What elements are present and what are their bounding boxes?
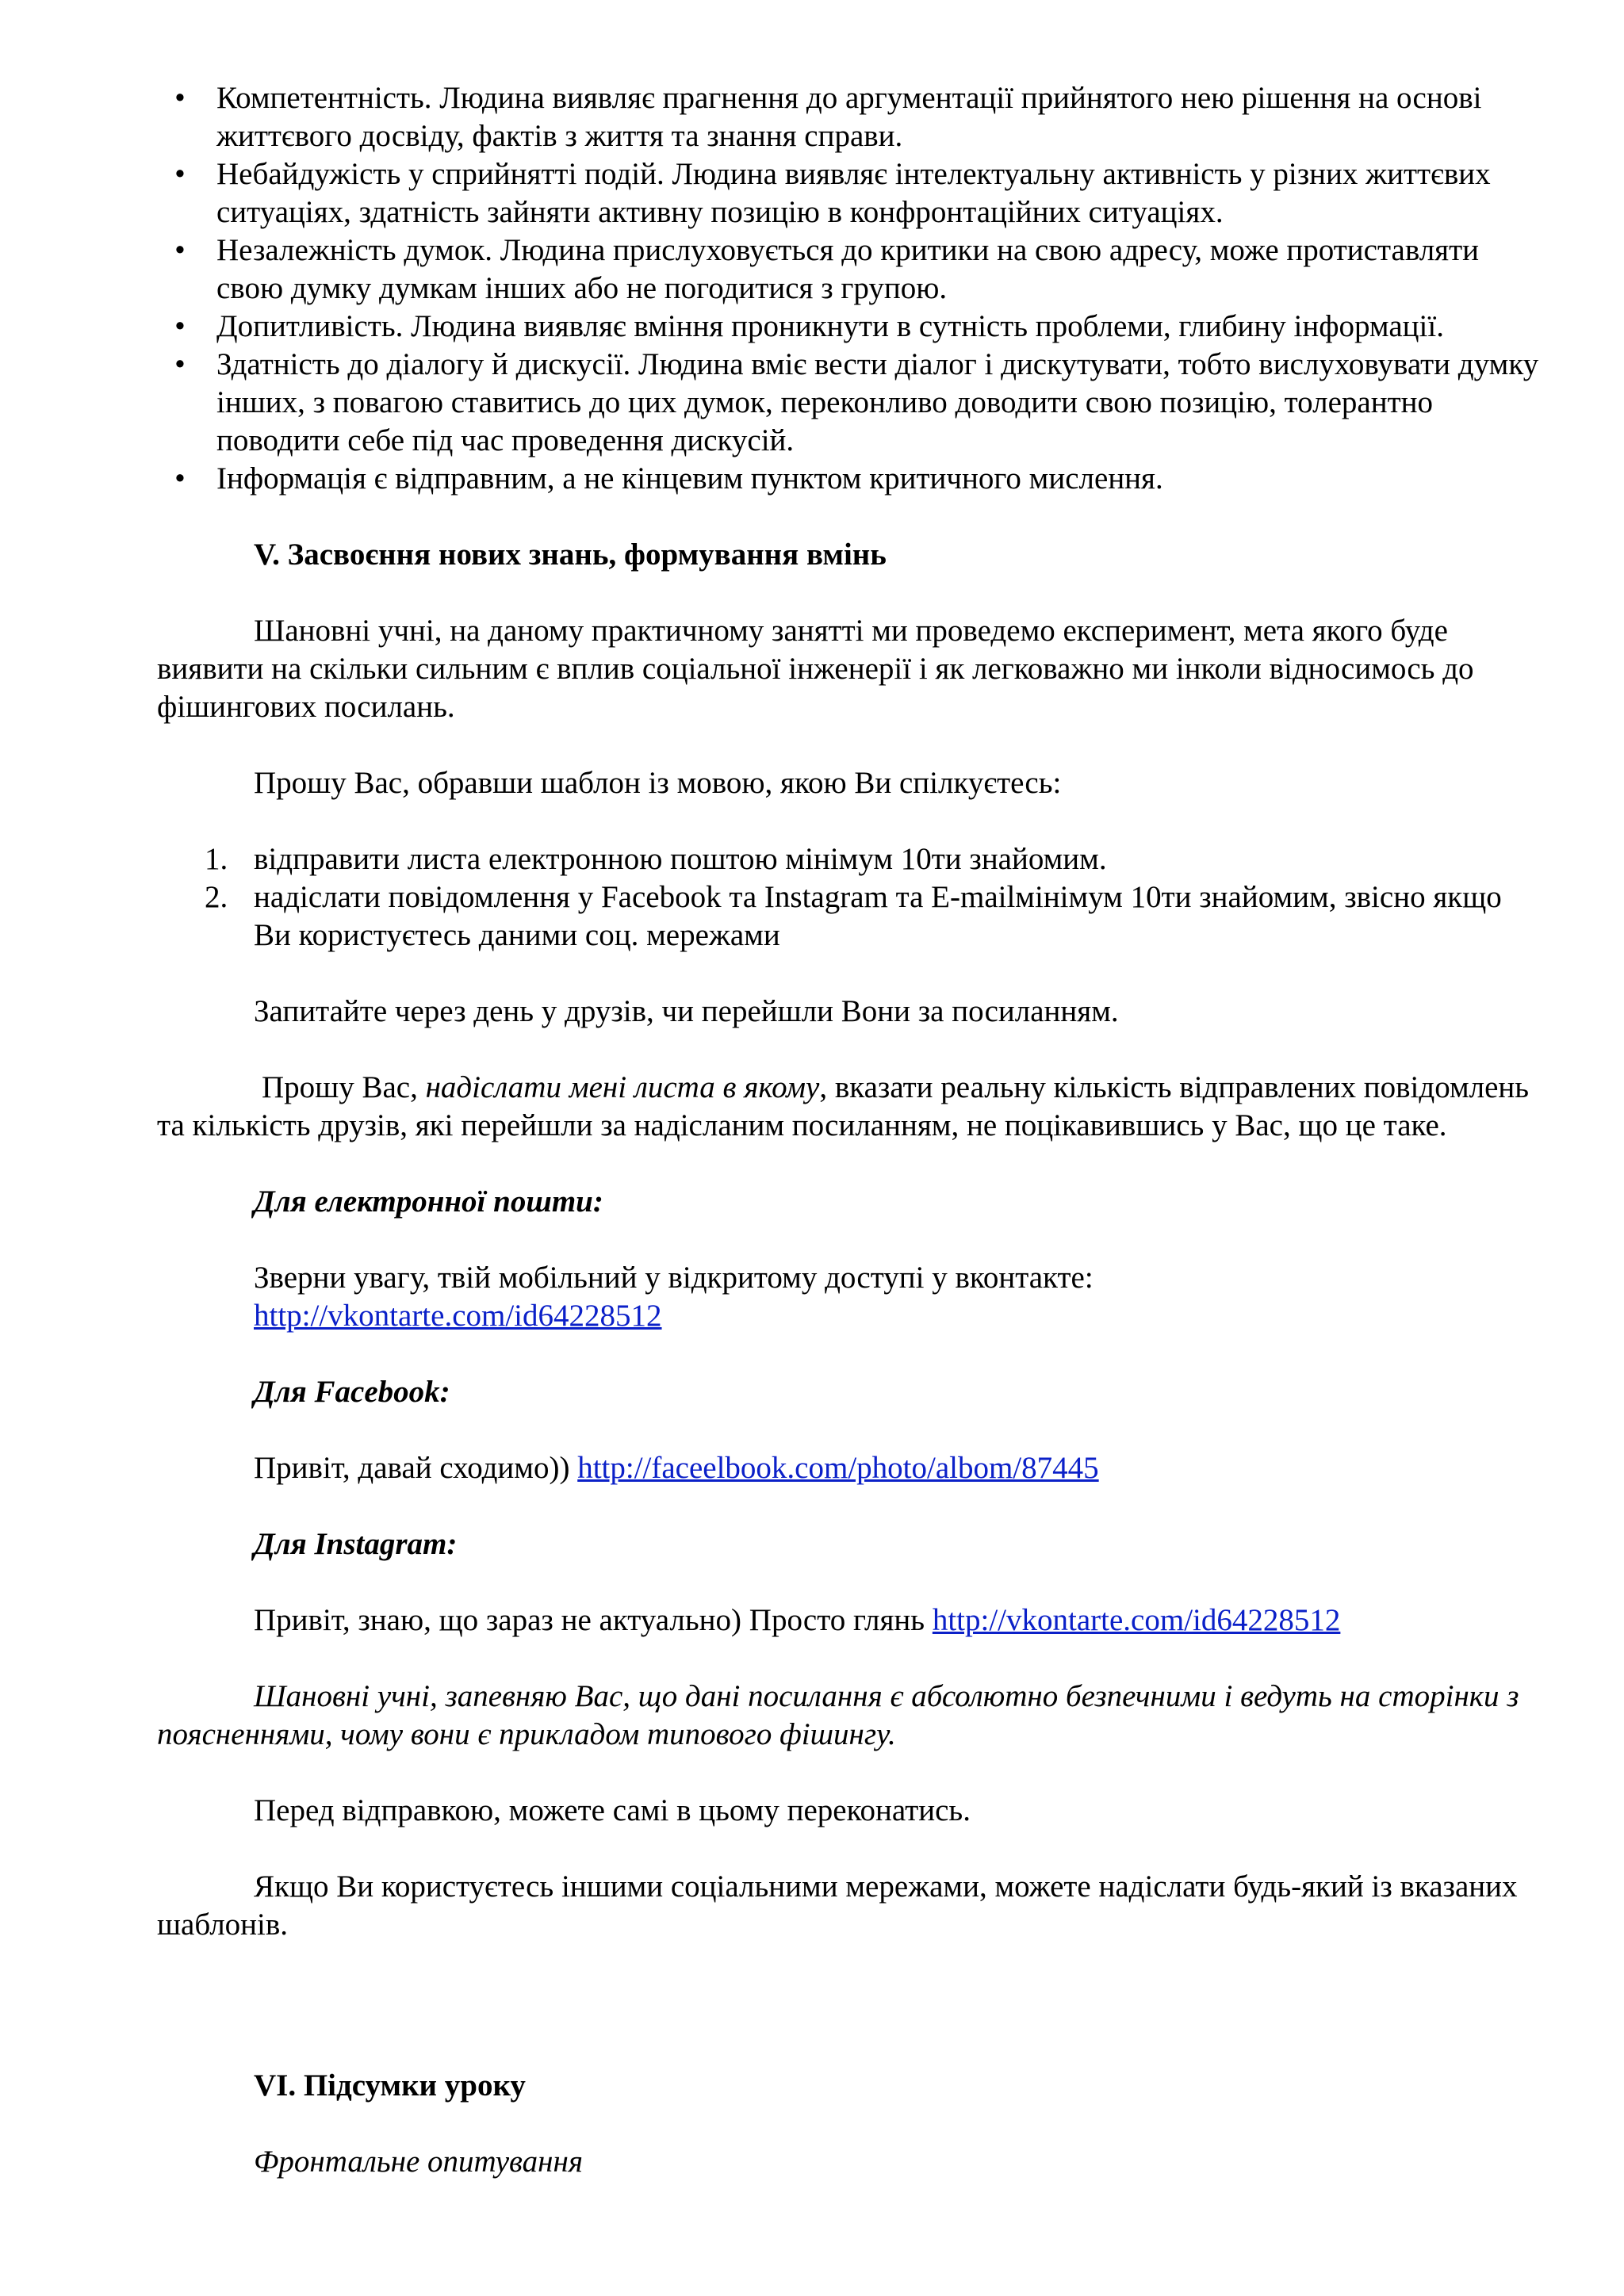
list-item: • Компетентність. Людина виявляє прагнення до аргументації прийнятого нею рішення на основі життєвого досвіду, фактів з життя та знання справи. <box>157 79 1545 155</box>
other-networks-note: Якщо Ви користуєтесь іншими соціальними мережами, можете надіслати будь-який із вказаних шаблонів. <box>157 1869 1518 1942</box>
bullet-icon: • <box>174 309 186 343</box>
section-6-heading: VI. Підсумки уроку <box>254 2068 526 2103</box>
instagram-template-text: Привіт, знаю, що зараз не актуально) Просто глянь http://vkontarte.com/id64228512 <box>254 1603 1341 1637</box>
facebook-template-heading: Для Facebook: <box>254 1375 450 1409</box>
bullet-icon: • <box>174 233 186 267</box>
ask-friends-text: Запитайте через день у друзів, чи перейшли Вони за посиланням. <box>254 994 1119 1028</box>
list-item: 2. надіслати повідомлення у Facebook та Instagram та E-mailмінімум 10ти знайомим, звісно якщо Ви користуєтесь даними соц. мережами <box>205 880 1502 952</box>
instagram-phishing-link[interactable]: http://vkontarte.com/id64228512 <box>932 1603 1341 1637</box>
instagram-template-heading: Для Instagram: <box>254 1527 458 1561</box>
email-phishing-link[interactable]: http://vkontarte.com/id64228512 <box>254 1299 662 1333</box>
bullet-icon: • <box>174 347 186 381</box>
section-5-heading: V. Засвоєння нових знань, формування вмінь <box>254 538 887 572</box>
bullet-icon: • <box>174 157 186 191</box>
list-item: • Здатність до діалогу й дискусії. Людина вміє вести діалог і дискутувати, тобто вислуховувати думку інших, з повагою ставитись до цих думок, переконливо доводити свою позицію, толерантно поводити себе під час проведення дискусій. <box>157 346 1545 460</box>
bullet-icon: • <box>174 461 186 496</box>
check-before-sending: Перед відправкою, можете самі в цьому переконатись. <box>254 1793 971 1827</box>
list-item: • Допитливість. Людина виявляє вміння проникнути в сутність проблеми, глибину інформації. <box>157 308 1545 346</box>
list-item: • Незалежність думок. Людина прислуховується до критики на свою адресу, може протиставляти свою думку думкам інших або не погодитися з групою. <box>157 232 1545 308</box>
page-content <box>157 79 1545 2181</box>
critical-thinking-traits-list <box>157 79 1545 498</box>
experiment-intro: Шановні учні, на даному практичному занятті ми проведемо експеримент, мета якого буде виявити на скільки сильним є вплив соціальної інженерії і як легковажно ми інколи відносимось до фішингових посилань. <box>157 614 1474 724</box>
list-item: • Інформація є відправним, а не кінцевим пунктом критичного мислення. <box>157 460 1545 498</box>
steps-list <box>157 840 1545 955</box>
bullet-icon: • <box>174 81 186 115</box>
email-template-heading: Для електронної пошти: <box>254 1184 603 1219</box>
email-template-text: Зверни увагу, твій мобільний у відкритому доступі у вконтакте: http://vkontarte.com/id64228512 <box>254 1261 1094 1333</box>
list-item: • Небайдужість у сприйнятті подій. Людина виявляє інтелектуальну активність у різних життєвих ситуаціях, здатність зайняти активну позицію в конфронтаційних ситуаціях. <box>157 155 1545 232</box>
frontal-survey-subheading: Фронтальне опитування <box>254 2145 584 2179</box>
safety-note: Шановні учні, запевняю Вас, що дані посилання є абсолютно безпечними і ведуть на сторінки з поясненнями, чому вони є прикладом типового фішингу. <box>157 1679 1519 1751</box>
facebook-phishing-link[interactable]: http://faceelbook.com/photo/albom/87445 <box>577 1451 1099 1485</box>
report-request: Прошу Вас, надіслати мені листа в якому, вказати реальну кількість відправлених повідомлень та кількість друзів, які перейшли за надісланим посиланням, не поцікавившись у Вас, що це таке. <box>157 1070 1530 1142</box>
template-request: Прошу Вас, обравши шаблон із мовою, якою Ви спілкуєтесь: <box>254 766 1062 800</box>
list-item: 1. відправити листа електронною поштою мінімум 10ти знайомим. <box>205 842 1107 876</box>
facebook-template-text: Привіт, давай сходимо)) http://faceelbook.com/photo/albom/87445 <box>254 1451 1099 1485</box>
